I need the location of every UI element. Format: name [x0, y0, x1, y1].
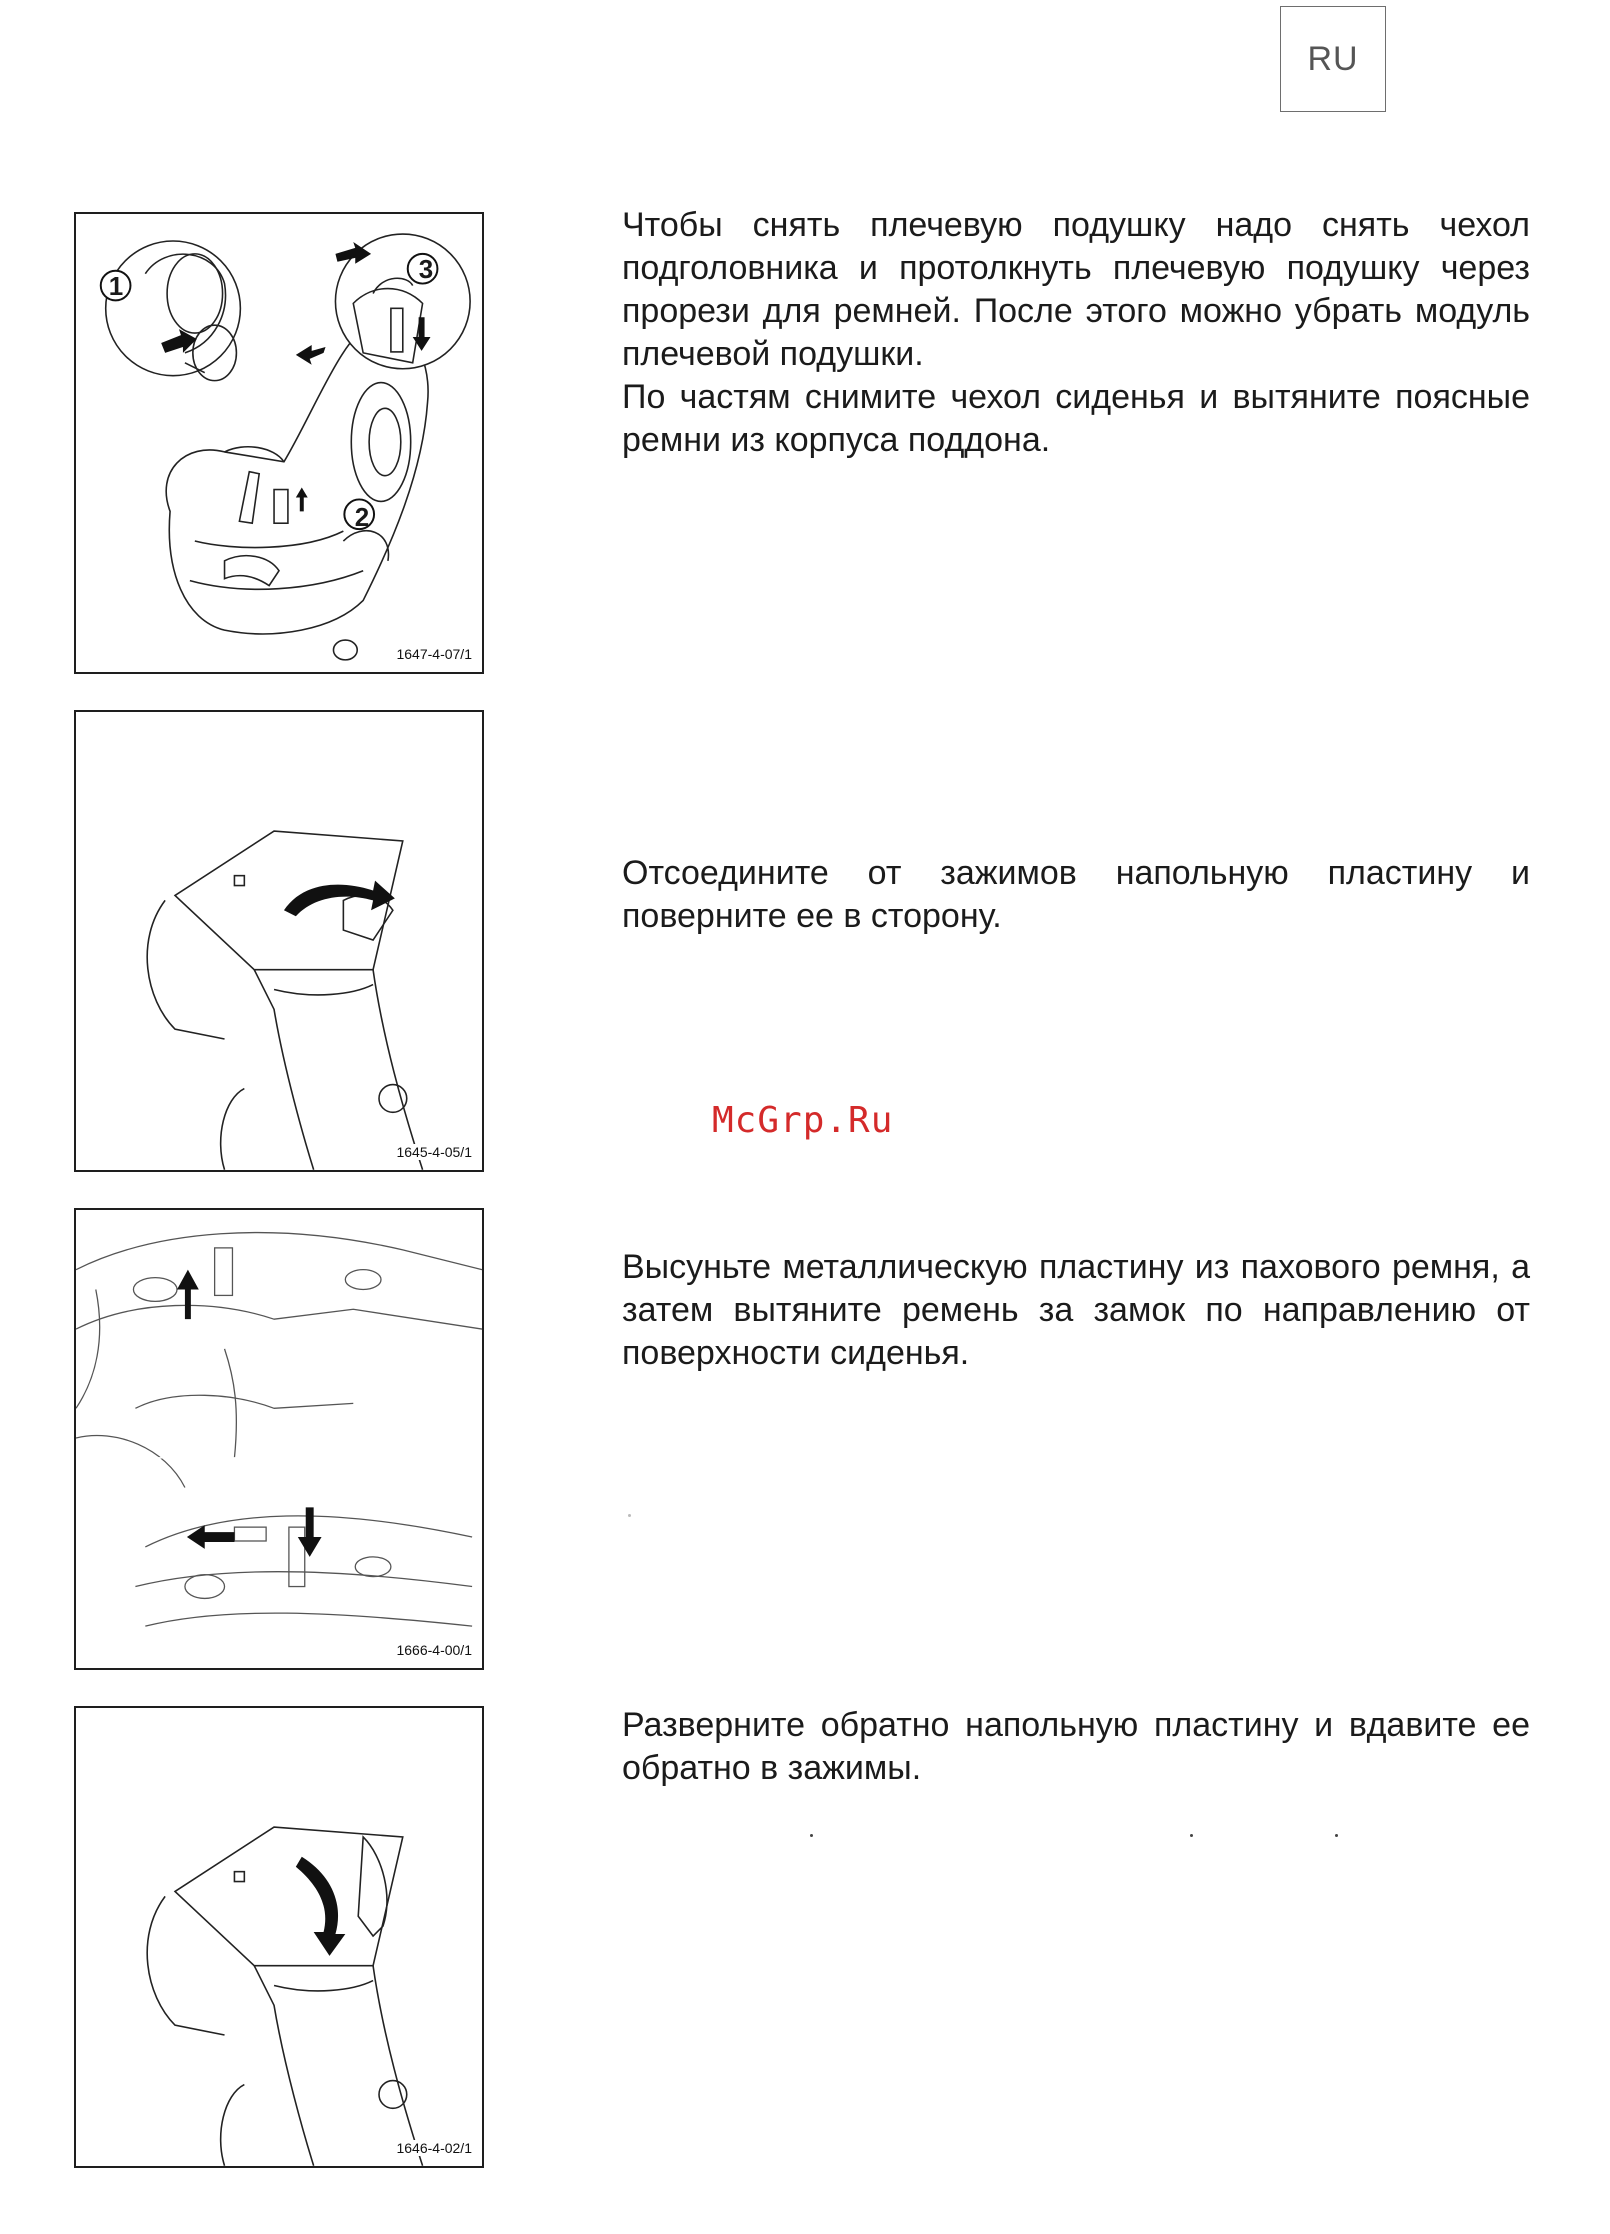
figure-code: 1645-4-05/1: [396, 1144, 472, 1160]
scan-speck: [628, 1514, 631, 1517]
scan-speck: [1335, 1834, 1338, 1837]
floor-plate-open-drawing: [76, 712, 482, 1170]
paragraph: По частям снимите чехол сиденья и вытяните поясные ремни из корпуса поддона.: [622, 378, 1530, 459]
figure-code: 1666-4-00/1: [396, 1642, 472, 1658]
figure-code: 1646-4-02/1: [396, 2140, 472, 2156]
paragraph: Высуньте металлическую пластину из пахового ремня, а затем вытяните ремень за замок по направлению от поверхности сиденья.: [622, 1248, 1530, 1372]
callout-1: 1: [108, 271, 124, 301]
step-2-text: [622, 852, 1530, 938]
step-1-illustration: [74, 212, 484, 674]
scan-speck: [810, 1834, 813, 1837]
figure-code: 1647-4-07/1: [396, 646, 472, 662]
crotch-strap-removal-drawing: [76, 1210, 482, 1668]
step-4-illustration: [74, 1706, 484, 2168]
watermark: McGrp.Ru: [712, 1100, 894, 1141]
step-3-illustration: [74, 1208, 484, 1670]
paragraph: Отсоедините от зажимов напольную пластину и поверните ее в сторону.: [622, 854, 1530, 935]
step-4-text: [622, 1704, 1530, 1790]
floor-plate-close-drawing: [76, 1708, 482, 2166]
step-1-text: [622, 204, 1530, 462]
callout-3: 3: [418, 254, 434, 284]
paragraph: Разверните обратно напольную пластину и вдавите ее обратно в зажимы.: [622, 1706, 1530, 1787]
language-badge: RU: [1280, 6, 1386, 112]
step-2-illustration: [74, 710, 484, 1172]
step-3-text: [622, 1246, 1530, 1375]
callout-2: 2: [354, 502, 370, 532]
paragraph: Чтобы снять плечевую подушку надо снять чехол подголовника и протолкнуть плечевую подушку через прорези для ремней. После этого можно убрать модуль плечевой подушки.: [622, 206, 1530, 373]
scan-speck: [1190, 1834, 1193, 1837]
